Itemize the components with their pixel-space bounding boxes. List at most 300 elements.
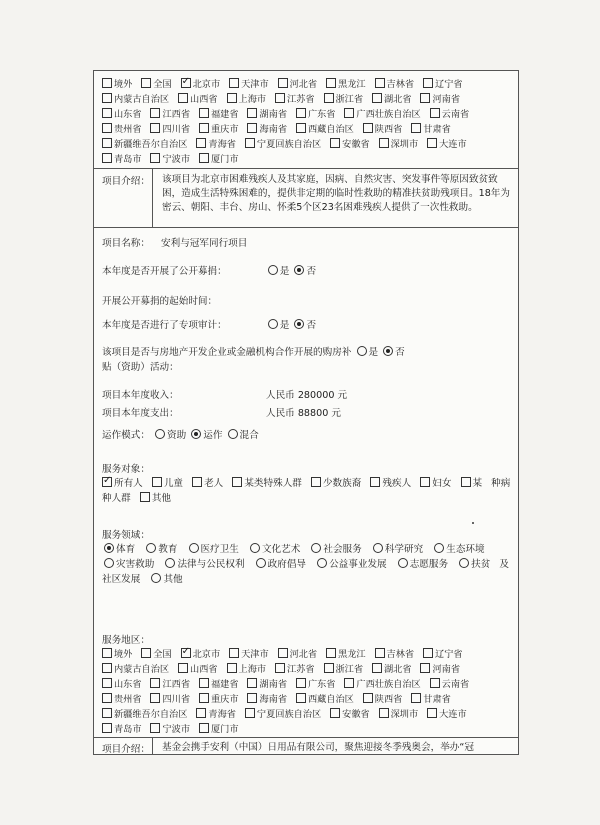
no-label: 否: [306, 266, 317, 277]
checkbox-item[interactable]: [427, 709, 467, 720]
checkbox-item[interactable]: [192, 478, 223, 489]
yes-label: 是: [279, 320, 290, 331]
checkbox-icon[interactable]: [199, 693, 209, 703]
checkbox-icon[interactable]: [140, 492, 150, 502]
checkbox-label: 青岛市: [114, 724, 142, 735]
checkbox-item[interactable]: [311, 478, 361, 489]
checkbox-item[interactable]: [150, 124, 190, 135]
checkbox-icon[interactable]: [363, 693, 373, 703]
checkbox-label: 广西壮族自治区: [356, 679, 421, 690]
checkbox-icon[interactable]: [330, 708, 340, 718]
radio-icon[interactable]: [104, 558, 114, 568]
checkbox-icon[interactable]: [141, 78, 151, 88]
form-page: [93, 70, 519, 755]
checkbox-item[interactable]: [247, 109, 287, 120]
checkbox-item[interactable]: [363, 124, 403, 135]
checkbox-item[interactable]: [430, 679, 470, 690]
checkbox-icon[interactable]: [227, 663, 237, 673]
checkbox-item[interactable]: [232, 478, 302, 489]
checkbox-icon[interactable]: [247, 678, 257, 688]
checkbox-item[interactable]: [227, 94, 267, 105]
radio-icon[interactable]: [398, 558, 408, 568]
checkbox-item[interactable]: [420, 94, 460, 105]
checkbox-icon[interactable]: [461, 477, 471, 487]
checkbox-item[interactable]: [430, 109, 470, 120]
radio-item[interactable]: [432, 544, 484, 555]
checkbox-item[interactable]: [330, 709, 370, 720]
checkbox-label: 天津市: [241, 79, 269, 90]
yes-radio[interactable]: [268, 265, 278, 275]
checkbox-icon[interactable]: [420, 93, 430, 103]
checkbox-icon[interactable]: [199, 678, 209, 688]
expense-label: 项目本年度支出：: [102, 408, 179, 419]
checkbox-item[interactable]: [178, 664, 218, 675]
radio-icon[interactable]: [256, 558, 266, 568]
radio-item[interactable]: [102, 559, 154, 570]
checkbox-item[interactable]: [423, 649, 463, 660]
checkbox-icon[interactable]: [411, 123, 421, 133]
radio-icon[interactable]: [146, 543, 156, 553]
checkbox-item[interactable]: [344, 679, 420, 690]
checkbox-icon[interactable]: [275, 93, 285, 103]
checkbox-label: 山东省: [114, 109, 142, 120]
checkbox-icon[interactable]: [372, 663, 382, 673]
checkbox-icon[interactable]: [411, 693, 421, 703]
checkbox-icon[interactable]: [199, 723, 209, 733]
no-radio[interactable]: [294, 265, 304, 275]
checkbox-icon[interactable]: [196, 138, 206, 148]
checkbox-label: 妇女: [432, 478, 452, 489]
radio-icon[interactable]: [151, 573, 161, 583]
checkbox-item[interactable]: [102, 709, 188, 720]
checkbox-item[interactable]: [102, 154, 142, 165]
checkbox-icon[interactable]: [296, 108, 306, 118]
radio-item[interactable]: [457, 559, 490, 570]
radio-icon[interactable]: [311, 543, 321, 553]
checkbox-item[interactable]: [229, 649, 269, 660]
checkbox-icon[interactable]: [192, 477, 202, 487]
checkbox-item[interactable]: [102, 124, 142, 135]
radio-icon[interactable]: [373, 543, 383, 553]
radio-item[interactable]: [315, 559, 387, 570]
checkbox-label: 重庆市: [210, 124, 239, 135]
radio-item[interactable]: [189, 430, 222, 441]
checkbox-icon[interactable]: [150, 108, 160, 118]
checkbox-item[interactable]: [102, 679, 142, 690]
checkbox-item[interactable]: [275, 664, 315, 675]
radio-label: 运作: [203, 430, 223, 441]
checkbox-icon[interactable]: [344, 678, 354, 688]
checkbox-icon[interactable]: [102, 123, 112, 133]
checkbox-item[interactable]: [370, 478, 411, 489]
checkbox-icon[interactable]: [245, 138, 255, 148]
radio-icon[interactable]: [191, 429, 201, 439]
checkbox-item[interactable]: [420, 664, 460, 675]
checkbox-label: 湖南省: [259, 109, 288, 120]
checkbox-item[interactable]: [102, 664, 169, 675]
radio-item[interactable]: [187, 544, 239, 555]
checkbox-item[interactable]: [375, 649, 415, 660]
checkbox-item[interactable]: [324, 664, 364, 675]
checkbox-label: 天津市: [241, 649, 269, 660]
radio-item[interactable]: [254, 559, 306, 570]
project2-name-row: [102, 235, 247, 249]
checkbox-item[interactable]: [102, 694, 142, 705]
yes-radio[interactable]: [357, 346, 367, 356]
fundraising-start-row: [102, 293, 217, 307]
checkbox-icon[interactable]: [326, 78, 336, 88]
radio-icon[interactable]: [250, 543, 260, 553]
checkbox-item[interactable]: [296, 679, 336, 690]
checkbox-label: 陕西省: [374, 124, 403, 135]
checkbox-icon[interactable]: [229, 78, 239, 88]
checkbox-label: 青海省: [208, 139, 236, 150]
checkbox-label: 广西壮族自治区: [356, 109, 421, 120]
radio-label: 灾害救助: [116, 559, 155, 570]
checkbox-label: 福建省: [210, 109, 239, 120]
checkbox-item[interactable]: [227, 664, 267, 675]
checkbox-label: 湖南省: [259, 679, 288, 690]
checkbox-icon[interactable]: [379, 138, 389, 148]
radio-item[interactable]: [153, 430, 186, 441]
checkbox-icon[interactable]: [196, 708, 206, 718]
project1-intro-text: 该项目为北京市困难残疾人及其家庭，因病、自然灾害、突发事件等原因致贫致困，造成生活特殊困难的，提供非定期的临时性救助的精准扶贫助残项目。18年为密云、朝阳、丰台、房山、怀柔5个区23名困难残疾人提供了一次性救助。: [162, 174, 510, 213]
checkbox-item[interactable]: [411, 124, 451, 135]
checkbox-icon[interactable]: [247, 693, 257, 703]
checkbox-item[interactable]: [247, 679, 287, 690]
radio-label: 资助: [167, 430, 187, 441]
checkbox-icon[interactable]: [150, 153, 160, 163]
checkbox-icon[interactable]: [330, 138, 340, 148]
checkbox-label: 江西省: [162, 109, 191, 120]
checkbox-item[interactable]: [245, 139, 321, 150]
radio-item[interactable]: [163, 559, 244, 570]
checkbox-label: 儿童: [163, 478, 184, 489]
checkbox-icon[interactable]: [324, 663, 334, 673]
checkbox-icon[interactable]: [102, 153, 112, 163]
checkbox-label: 深圳市: [390, 139, 419, 150]
checkbox-label: 北京市: [192, 79, 221, 90]
checkbox-item[interactable]: [326, 79, 366, 90]
checkbox-item[interactable]: [379, 709, 419, 720]
checkbox-icon[interactable]: [102, 708, 112, 718]
checkbox-item[interactable]: [375, 79, 415, 90]
income-label: 项目本年度收入：: [102, 390, 179, 401]
checkbox-item[interactable]: [296, 109, 336, 120]
checkbox-item[interactable]: [150, 109, 190, 120]
checkbox-label: 青海省: [208, 709, 236, 720]
checkbox-item[interactable]: [150, 679, 190, 690]
radio-label: 医疗卫生: [200, 544, 239, 555]
checkbox-item[interactable]: [372, 94, 412, 105]
checkbox-label: 宁夏回族自治区: [256, 709, 322, 720]
radio-icon[interactable]: [165, 558, 175, 568]
checkbox-item[interactable]: [363, 694, 403, 705]
checkbox-label: 四川省: [162, 694, 191, 705]
checkbox-icon[interactable]: [227, 93, 237, 103]
checkbox-label: 新疆维吾尔自治区: [114, 139, 188, 150]
checkbox-icon[interactable]: [247, 108, 257, 118]
checkbox-label: 辽宁省: [435, 649, 463, 660]
checkbox-item[interactable]: [330, 139, 370, 150]
checkbox-item[interactable]: [150, 694, 190, 705]
radio-icon[interactable]: [155, 429, 165, 439]
checkbox-icon[interactable]: [102, 678, 112, 688]
checkbox-item[interactable]: [196, 139, 236, 150]
radio-icon[interactable]: [189, 543, 199, 553]
checkbox-label: 安徽省: [342, 709, 370, 720]
checkbox-item[interactable]: [229, 79, 269, 90]
checkbox-icon[interactable]: [427, 708, 437, 718]
checkbox-item[interactable]: [420, 478, 451, 489]
checkbox-icon[interactable]: [199, 123, 209, 133]
special-audit-row: [102, 317, 316, 331]
yes-radio[interactable]: [268, 319, 278, 329]
checkbox-label: 湖北省: [383, 664, 412, 675]
checkbox-icon[interactable]: [102, 93, 112, 103]
checkbox-label: 云南省: [441, 679, 470, 690]
checkbox-item[interactable]: [102, 79, 132, 90]
radio-item[interactable]: [248, 544, 300, 555]
checkbox-icon[interactable]: [178, 663, 188, 673]
checkbox-icon[interactable]: [102, 108, 112, 118]
checkbox-label: 内蒙古自治区: [114, 94, 170, 105]
checkbox-icon[interactable]: [372, 93, 382, 103]
checkbox-item[interactable]: [102, 94, 169, 105]
checkbox-label: 山西省: [190, 94, 218, 105]
checkbox-icon[interactable]: [102, 477, 112, 487]
no-radio[interactable]: [294, 319, 304, 329]
checkbox-icon[interactable]: [296, 678, 306, 688]
radio-label: 政府倡导: [267, 559, 307, 570]
checkbox-label: 河南省: [432, 94, 461, 105]
radio-item[interactable]: [226, 430, 259, 441]
checkbox-icon[interactable]: [141, 648, 151, 658]
checkbox-icon[interactable]: [326, 648, 336, 658]
checkbox-label: 残疾人: [382, 478, 412, 489]
checkbox-label: 青岛市: [114, 154, 142, 165]
checkbox-label: 山西省: [190, 664, 218, 675]
checkbox-item[interactable]: [275, 94, 315, 105]
checkbox-item[interactable]: [344, 109, 420, 120]
checkbox-item[interactable]: [181, 649, 221, 660]
radio-item[interactable]: [309, 544, 361, 555]
checkbox-icon[interactable]: [363, 123, 373, 133]
radio-item[interactable]: [396, 559, 448, 570]
checkbox-label: 贵州省: [114, 124, 142, 135]
checkbox-label: 宁波市: [162, 154, 191, 165]
checkbox-icon[interactable]: [232, 477, 242, 487]
radio-label: 扶贫: [471, 559, 491, 570]
radio-icon[interactable]: [317, 558, 327, 568]
checkbox-icon[interactable]: [150, 123, 160, 133]
checkbox-item[interactable]: [199, 679, 239, 690]
checkbox-item[interactable]: [178, 94, 218, 105]
checkbox-item[interactable]: [199, 724, 239, 735]
income-value: 人民币 280000 元: [266, 390, 348, 401]
checkbox-icon[interactable]: [296, 693, 306, 703]
checkbox-item[interactable]: [196, 709, 236, 720]
checkbox-icon[interactable]: [344, 108, 354, 118]
checkbox-item[interactable]: [150, 154, 190, 165]
project-name: 安利与冠军同行项目: [161, 238, 248, 249]
checkbox-item[interactable]: [296, 694, 354, 705]
radio-label: 混合: [239, 430, 259, 441]
radio-label: 法律与公民权利: [177, 559, 245, 570]
checkbox-icon[interactable]: [178, 93, 188, 103]
radio-label: 其他: [163, 574, 183, 585]
realestate-row: [102, 344, 405, 358]
checkbox-item[interactable]: [423, 79, 463, 90]
checkbox-label: 北京市: [192, 649, 221, 660]
checkbox-icon[interactable]: [420, 477, 430, 487]
service-region-checklist-1: [102, 77, 512, 167]
divider: [152, 737, 153, 754]
checkbox-label-cont: 种病种人群: [102, 478, 511, 504]
checkbox-label: 少数族裔: [322, 478, 362, 489]
checkbox-label: 上海市: [238, 664, 267, 675]
checkbox-icon[interactable]: [420, 663, 430, 673]
radio-icon[interactable]: [104, 543, 114, 553]
radio-label: 体育: [116, 544, 136, 555]
checkbox-label: 宁波市: [162, 724, 191, 735]
divider: [152, 168, 153, 227]
checkbox-item[interactable]: [141, 79, 171, 90]
public-fundraising-row: [102, 263, 316, 277]
checkbox-icon[interactable]: [102, 723, 112, 733]
checkbox-item[interactable]: [199, 694, 239, 705]
checkbox-item[interactable]: [245, 709, 321, 720]
checkbox-item[interactable]: [102, 139, 188, 150]
radio-label: 科学研究: [384, 544, 424, 555]
checkbox-icon[interactable]: [152, 477, 162, 487]
checkbox-icon[interactable]: [370, 477, 380, 487]
checkbox-icon[interactable]: [102, 78, 112, 88]
checkbox-item[interactable]: [141, 649, 171, 660]
radio-item[interactable]: [144, 544, 177, 555]
checkbox-icon[interactable]: [245, 708, 255, 718]
checkbox-icon[interactable]: [278, 648, 288, 658]
checkbox-item[interactable]: [461, 478, 483, 489]
checkbox-label: 吉林省: [386, 79, 415, 90]
checkbox-item[interactable]: [427, 139, 467, 150]
service-region-checklist-2: [102, 647, 512, 737]
checkbox-label: 河南省: [432, 664, 461, 675]
checkbox-item[interactable]: [247, 694, 287, 705]
checkbox-label: 河北省: [289, 649, 318, 660]
checkbox-icon[interactable]: [181, 648, 191, 658]
project2-intro-text: 基金会携手安利（中国）日用品有限公司，聚焦迎接冬季残奥会，举办“冠: [162, 742, 474, 753]
radio-label: 生态环境: [446, 544, 485, 555]
checkbox-icon[interactable]: [296, 123, 306, 133]
checkbox-item[interactable]: [324, 94, 364, 105]
checkbox-icon[interactable]: [150, 678, 160, 688]
checkbox-icon[interactable]: [199, 153, 209, 163]
expense-value: 人民币 88800 元: [266, 408, 341, 419]
checkbox-label: 老人: [204, 478, 224, 489]
checkbox-item[interactable]: [372, 664, 412, 675]
checkbox-item[interactable]: [411, 694, 451, 705]
checkbox-label: 其他: [151, 493, 172, 504]
checkbox-icon[interactable]: [375, 648, 385, 658]
checkbox-icon[interactable]: [199, 108, 209, 118]
radio-item[interactable]: [102, 544, 135, 555]
checkbox-icon[interactable]: [229, 648, 239, 658]
checkbox-icon[interactable]: [275, 663, 285, 673]
checkbox-icon[interactable]: [430, 678, 440, 688]
checkbox-item[interactable]: [326, 649, 366, 660]
yes-label: 是: [279, 266, 290, 277]
checkbox-label: 内蒙古自治区: [114, 664, 170, 675]
checkbox-item[interactable]: [379, 139, 419, 150]
realestate-question-cont: 贴（资助）活动：: [102, 362, 179, 373]
no-radio[interactable]: [383, 346, 393, 356]
checkbox-label: 贵州省: [114, 694, 142, 705]
checkbox-item[interactable]: [296, 124, 354, 135]
checkbox-label: 全国: [153, 79, 172, 90]
checkbox-item[interactable]: [150, 724, 190, 735]
checkbox-icon[interactable]: [427, 138, 437, 148]
checkbox-icon[interactable]: [430, 108, 440, 118]
radio-label: 志愿服务: [409, 559, 449, 570]
checkbox-icon[interactable]: [102, 693, 112, 703]
checkbox-item[interactable]: [152, 478, 183, 489]
checkbox-icon[interactable]: [324, 93, 334, 103]
checkbox-item[interactable]: [140, 493, 171, 504]
radio-item[interactable]: [149, 574, 182, 585]
project-name-label: 项目名称：: [102, 238, 150, 249]
checkbox-icon[interactable]: [150, 693, 160, 703]
checkbox-icon[interactable]: [311, 477, 321, 487]
checkbox-item[interactable]: [181, 79, 221, 90]
yes-label: 是: [368, 347, 379, 358]
checkbox-icon[interactable]: [423, 648, 433, 658]
checkbox-item[interactable]: [199, 154, 239, 165]
checkbox-icon[interactable]: [150, 723, 160, 733]
checkbox-label: 境外: [114, 649, 133, 660]
checkbox-icon[interactable]: [379, 708, 389, 718]
radio-icon[interactable]: [228, 429, 238, 439]
checkbox-icon[interactable]: [375, 78, 385, 88]
checkbox-label: 福建省: [210, 679, 239, 690]
checkbox-icon[interactable]: [102, 138, 112, 148]
checkbox-icon[interactable]: [247, 123, 257, 133]
checkbox-item[interactable]: [247, 124, 287, 135]
radio-icon[interactable]: [459, 558, 469, 568]
checkbox-icon[interactable]: [102, 663, 112, 673]
checkbox-item[interactable]: [278, 649, 318, 660]
checkbox-item[interactable]: [102, 478, 143, 489]
checkbox-item[interactable]: [102, 109, 142, 120]
checkbox-item[interactable]: [102, 649, 132, 660]
checkbox-item[interactable]: [278, 79, 318, 90]
checkbox-label: 云南省: [441, 109, 470, 120]
checkbox-icon[interactable]: [102, 648, 112, 658]
checkbox-icon[interactable]: [181, 78, 191, 88]
checkbox-label: 某: [472, 478, 483, 489]
checkbox-label: 宁夏回族自治区: [256, 139, 322, 150]
checkbox-item[interactable]: [102, 724, 142, 735]
checkbox-icon[interactable]: [278, 78, 288, 88]
checkbox-item[interactable]: [199, 124, 239, 135]
checkbox-label: 吉林省: [386, 649, 415, 660]
radio-icon[interactable]: [434, 543, 444, 553]
realestate-question: 该项目是否与房地产开发企业或金融机构合作开展的购房补: [102, 347, 352, 358]
divider: [94, 168, 518, 169]
checkbox-item[interactable]: [199, 109, 239, 120]
checkbox-icon[interactable]: [423, 78, 433, 88]
radio-item[interactable]: [371, 544, 423, 555]
